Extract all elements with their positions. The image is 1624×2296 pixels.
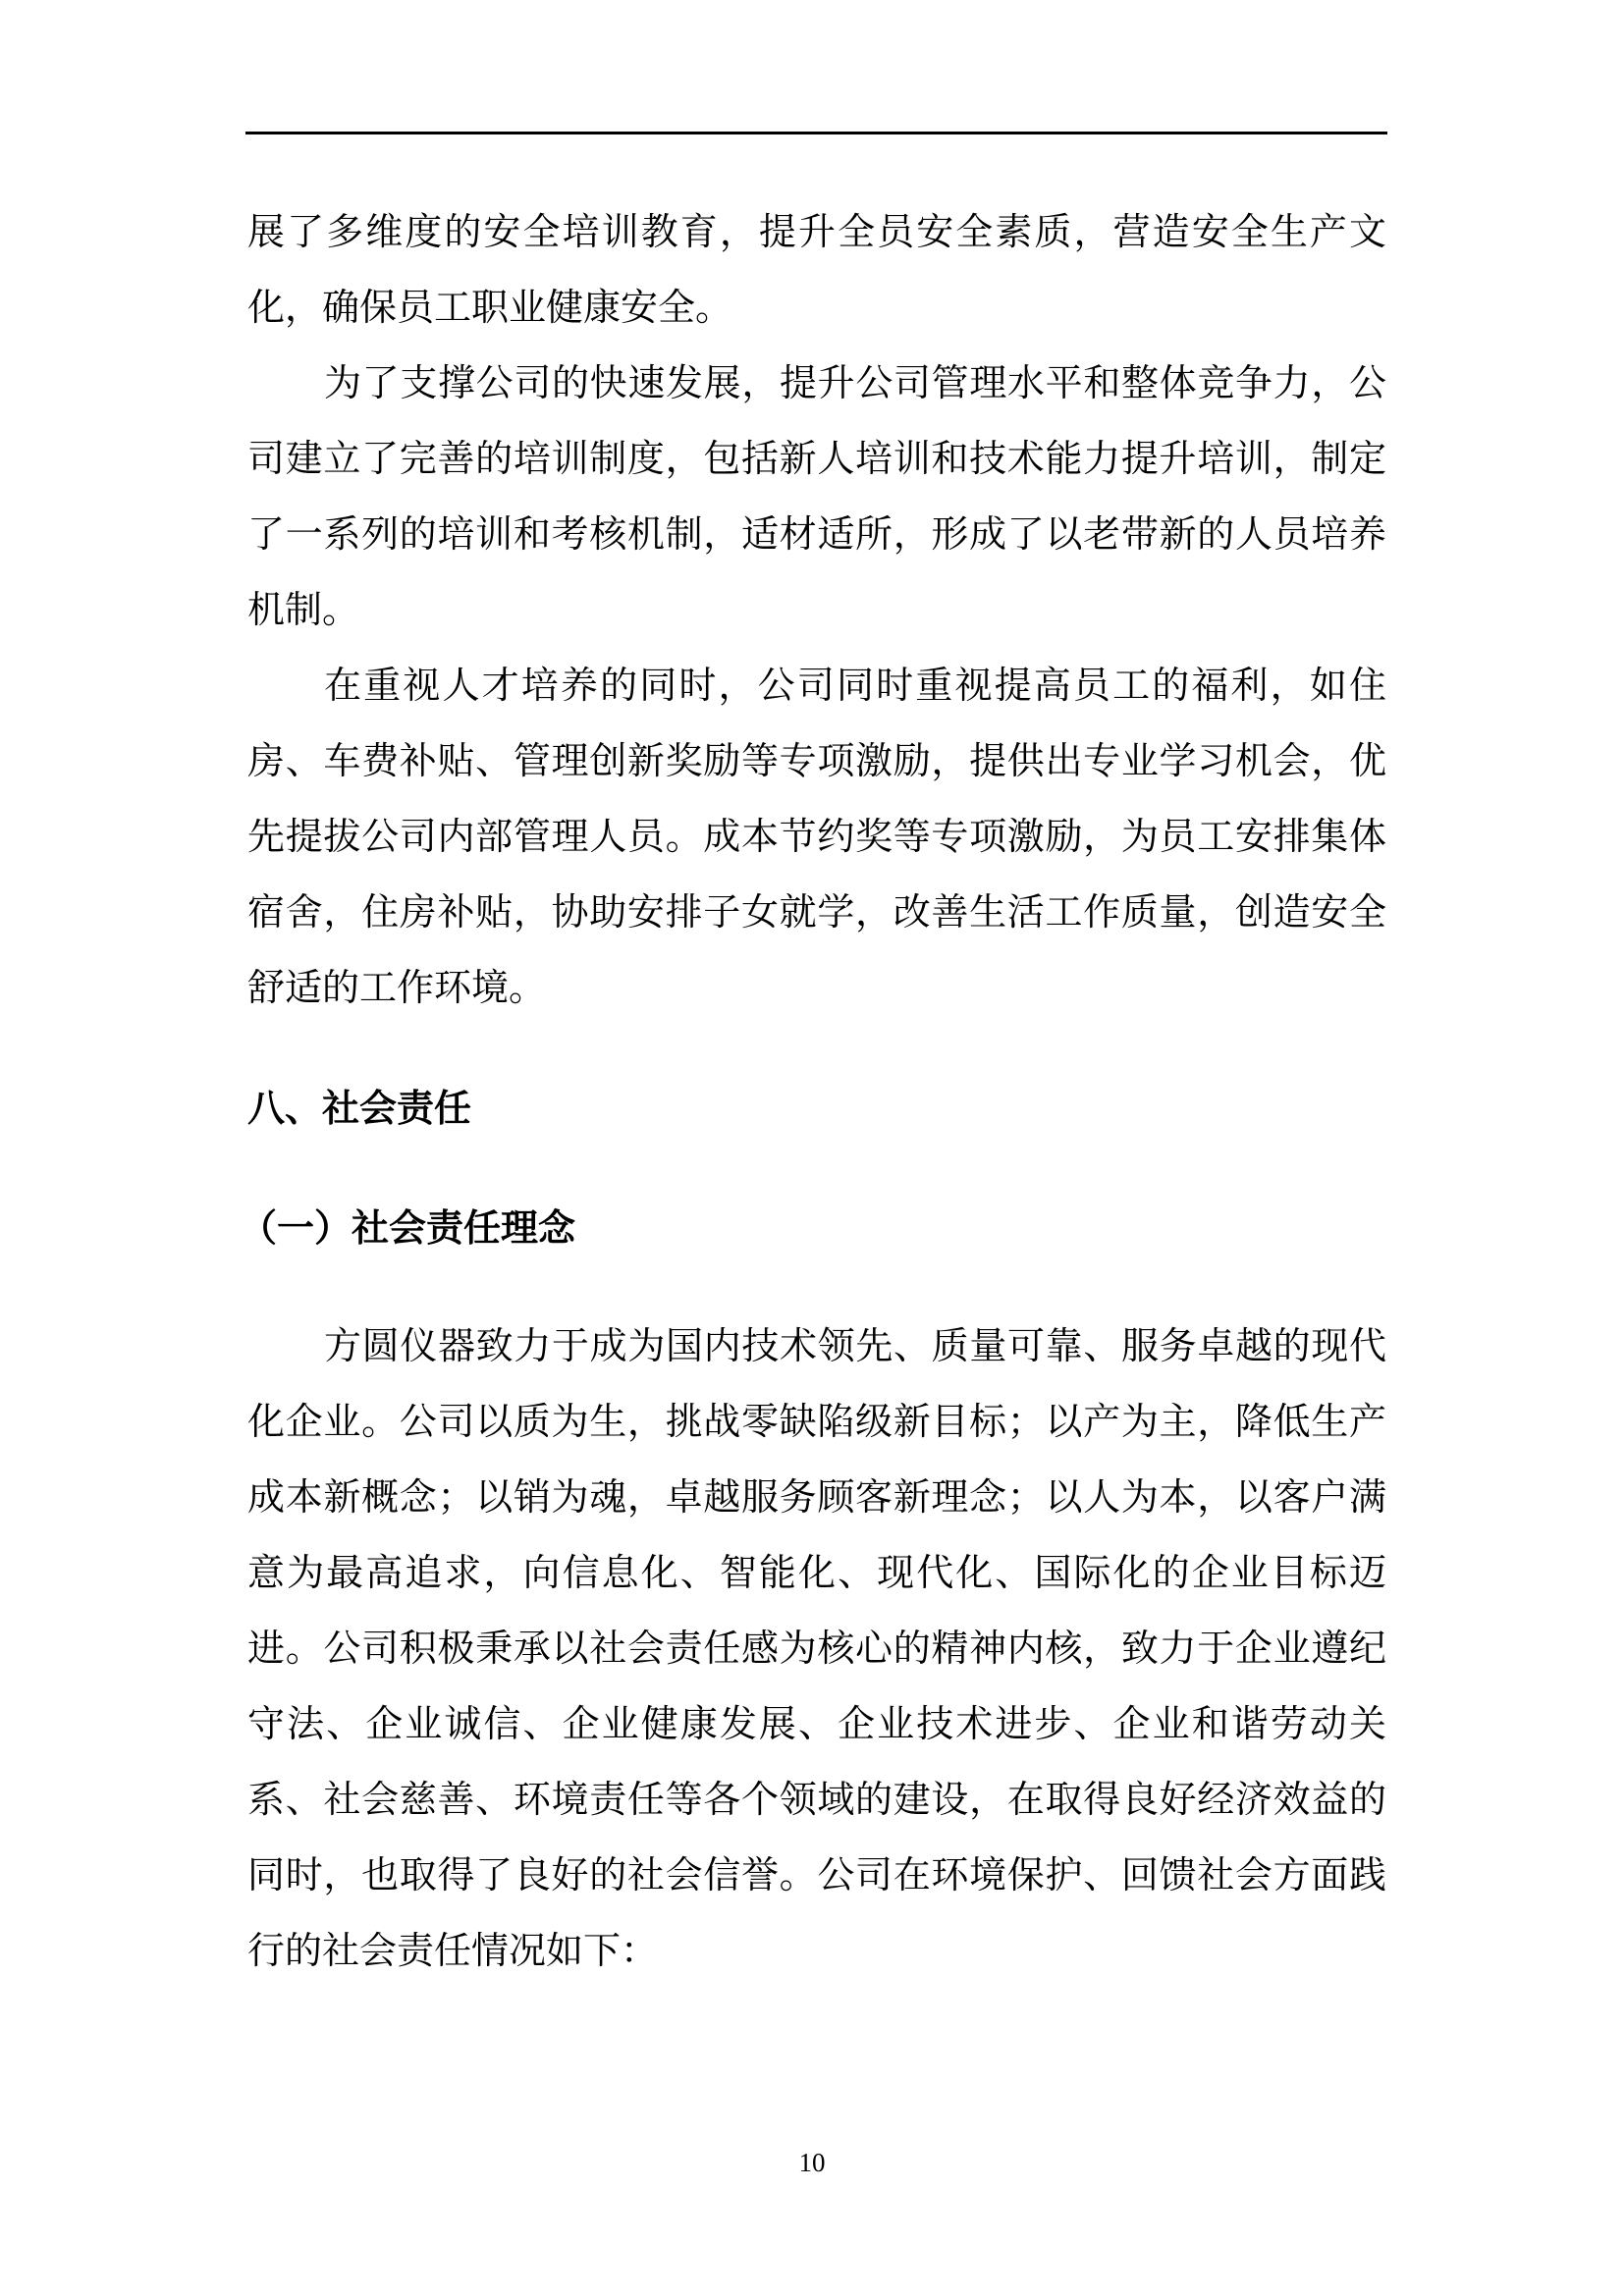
- section-heading: 八、社会责任: [247, 1087, 472, 1130]
- paragraph-training-system: 为了支撑公司的快速发展，提升公司管理水平和整体竞争力，公司建立了完善的培训制度，包括新人培训和技术能力提升培训，制定了一系列的培训和考核机制，适材适所，形成了以老带新的人员培养机制。: [247, 361, 1386, 631]
- paragraph-safety-training: 展了多维度的安全培训教育，提升全员安全素质，营造安全生产文化，确保员工职业健康安全。: [247, 210, 1386, 329]
- header-rule: [245, 132, 1387, 134]
- subsection-heading: （一）社会责任理念: [240, 1206, 576, 1250]
- page-number: 10: [798, 2148, 826, 2177]
- paragraph-social-responsibility-concept: 方圆仪器致力于成为国内技术领先、质量可靠、服务卓越的现代化企业。公司以质为生，挑战零缺陷级新目标；以产为主，降低生产成本新概念；以销为魂，卓越服务顾客新理念；以人为本，以客户满意为最高追求，向信息化、智能化、现代化、国际化的企业目标迈进。公司积极秉承以社会责任感为核心的精神内核，致力于企业遵纪守法、企业诚信、企业健康发展、企业技术进步、企业和谐劳动关系、社会慈善、环境责任等各个领域的建设，在取得良好经济效益的同时，也取得了良好的社会信誉。公司在环境保护、回馈社会方面践行的社会责任情况如下：: [247, 1324, 1386, 1972]
- page-body: [240, 194, 1386, 1989]
- paragraph-employee-welfare: 在重视人才培养的同时，公司同时重视提高员工的福利，如住房、车费补贴、管理创新奖励等专项激励，提供出专业学习机会，优先提拔公司内部管理人员。成本节约奖等专项激励，为员工安排集体宿舍，住房补贴，协助安排子女就学，改善生活工作质量，创造安全舒适的工作环境。: [247, 664, 1386, 1009]
